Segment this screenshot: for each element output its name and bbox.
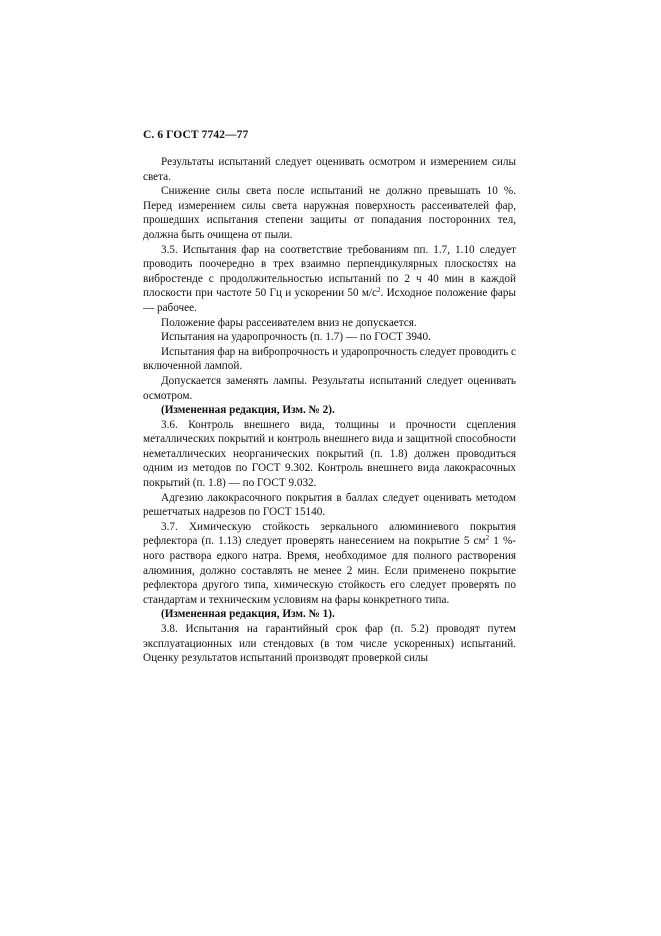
paragraph-3-7-tail: 1 %-ного раствора едкого натра. Время, необходимое для полного растворения алюминия, должно составлять не менее 2 мин. Если применено покрытие рефлектора другого типа, химическую стойкость его следует проверять по стандартам и техническим условиям на фары конкретного типа. — [143, 535, 516, 606]
page-header: С. 6 ГОСТ 7742—77 — [143, 129, 249, 141]
paragraph-results-assessment: Результаты испытаний следует оценивать осмотром и измерением силы света. — [143, 156, 516, 183]
superscript-2: 2 — [376, 286, 381, 295]
paragraph-3-5-text: 3.5. Испытания фар на соответствие требованиям пп. 1.7, 1.10 следует проводить поочередно в трех взаимно перпендикулярных плоскостях на вибростенде с продолжительностью испытаний по 2 ч 40 мин в каждой плоскости при частоте 50 Гц и ускорении 50 м/с — [143, 243, 516, 300]
paragraph-3-7 — [143, 520, 516, 608]
superscript-2: 2 — [485, 534, 490, 543]
paragraph-adhesion: Адгезию лакокрасочного покрытия в баллах следует оценивать методом решетчатых надрезов по ГОСТ 15140. — [143, 491, 516, 519]
paragraph-3-7-text: 3.7. Химическую стойкость зеркального алюминиевого покрытия рефлектора (п. 1.13) следует проверять нанесением на покрытие 5 см — [143, 520, 516, 548]
paragraph-vibration-tests: Испытания фар на вибропрочность и ударопрочность следует проводить с включенной лампой. — [143, 345, 516, 373]
paragraph-3-6: 3.6. Контроль внешнего вида, толщины и прочности сцепления металлических покрытий и контроль внешнего вида и защитной способности неметаллических неорганических покрытий (п. 1.8) должен проводиться одним из методов по ГОСТ 9.302. Контроль внешнего вида лакокрасочных покрытий (п. 1.8) — по ГОСТ 9.032. — [143, 418, 516, 490]
document-body — [143, 155, 516, 666]
document-page — [143, 128, 516, 666]
paragraph-light-reduction: Снижение силы света после испытаний не должно превышать 10 %. Перед измерением силы света наружная поверхность рассеивателей фар, прошедших испытания степени защиты от попадания посторонних тел, должна быть очищена от пыли. — [143, 185, 516, 241]
paragraph-lamp-replacement: Допускается заменять лампы. Результаты испытаний следует оценивать осмотром. — [143, 374, 516, 402]
amendment-note-1: (Измененная редакция, Изм. № 1). — [161, 608, 335, 621]
paragraph-headlamp-position: Положение фары рассеивателем вниз не допускается. — [161, 316, 417, 329]
paragraph-3-5 — [143, 243, 516, 316]
paragraph-3-5-tail: . Исходное положение фары — рабочее. — [143, 287, 516, 314]
paragraph-impact-tests: Испытания на ударопрочность (п. 1.7) — по ГОСТ 3940. — [161, 331, 431, 344]
paragraph-3-8: 3.8. Испытания на гарантийный срок фар (п. 5.2) проводят путем эксплуатационных или стендовых (в том числе ускоренных) испытаний. Оценку результатов испытаний производят проверкой силы — [143, 623, 516, 665]
amendment-note-2: (Измененная редакция, Изм. № 2). — [161, 404, 335, 417]
